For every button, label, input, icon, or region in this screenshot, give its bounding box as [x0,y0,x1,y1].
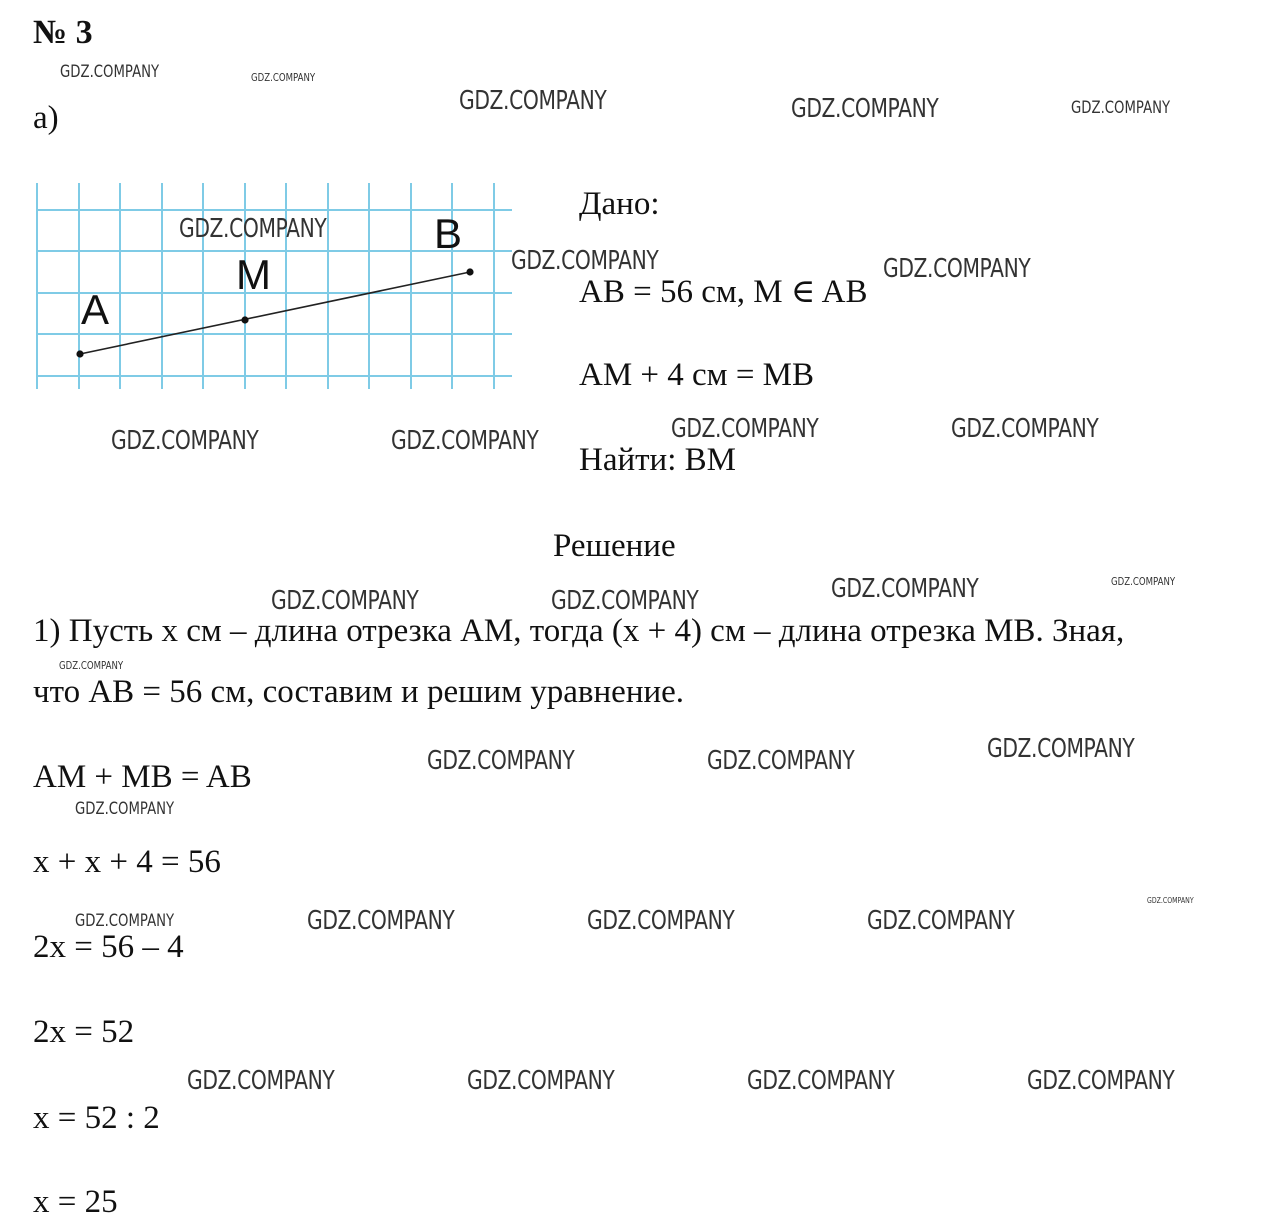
point-b-dot [466,268,473,275]
watermark: GDZ.COMPANY [307,906,455,936]
point-b-label: B [434,210,463,257]
watermark: GDZ.COMPANY [59,659,124,672]
given-heading: Дано: [579,186,660,222]
point-m-dot [241,316,248,323]
watermark: GDZ.COMPANY [467,1066,615,1096]
watermark: GDZ.COMPANY [179,214,327,244]
watermark: GDZ.COMPANY [587,906,735,936]
watermark: GDZ.COMPANY [951,414,1099,444]
watermark: GDZ.COMPANY [883,254,1031,284]
watermark: GDZ.COMPANY [747,1066,895,1096]
given-line-1: AB = 56 см, M ∈ AB [579,274,868,310]
watermark: GDZ.COMPANY [1147,896,1194,905]
watermark: GDZ.COMPANY [1111,575,1176,588]
watermark: GDZ.COMPANY [427,746,575,776]
watermark: GDZ.COMPANY [459,86,607,116]
equation-line: 2x = 52 [33,1014,135,1050]
watermark: GDZ.COMPANY [867,906,1015,936]
point-a-dot [76,350,83,357]
solution-step1-line1: 1) Пусть x см – длина отрезка AM, тогда (x + 4) см – длина отрезка MB. Зная, [33,613,1125,649]
point-a-label: A [81,286,110,333]
equation-line: x + x + 4 = 56 [33,844,221,880]
watermark: GDZ.COMPANY [187,1066,335,1096]
watermark: GDZ.COMPANY [1071,98,1171,118]
watermark: GDZ.COMPANY [391,426,539,456]
watermark: GDZ.COMPANY [707,746,855,776]
watermark: GDZ.COMPANY [987,734,1135,764]
watermark: GDZ.COMPANY [791,94,939,124]
find-line: Найти: BM [579,442,736,478]
watermark: GDZ.COMPANY [251,71,316,84]
watermark: GDZ.COMPANY [511,246,659,276]
equation-line: 2x = 56 – 4 [33,929,184,965]
problem-number: № 3 [33,14,93,51]
watermark: GDZ.COMPANY [831,574,979,604]
watermark: GDZ.COMPANY [75,799,175,819]
solution-step1-line2: что AB = 56 см, составим и решим уравнение. [33,674,685,710]
equation-line: x = 25 [33,1184,118,1220]
problem-part-label: а) [33,100,59,136]
watermark: GDZ.COMPANY [111,426,259,456]
watermark: GDZ.COMPANY [551,586,699,616]
watermark: GDZ.COMPANY [271,586,419,616]
given-line-2: AM + 4 см = MB [579,357,815,393]
equation-line: x = 52 : 2 [33,1100,160,1136]
watermark: GDZ.COMPANY [671,414,819,444]
solution-heading: Решение [553,528,676,564]
watermark: GDZ.COMPANY [60,62,160,82]
equation-line: AM + MB = AB [33,759,252,795]
watermark: GDZ.COMPANY [1027,1066,1175,1096]
point-m-label: M [236,251,271,298]
watermark: GDZ.COMPANY [75,911,175,931]
